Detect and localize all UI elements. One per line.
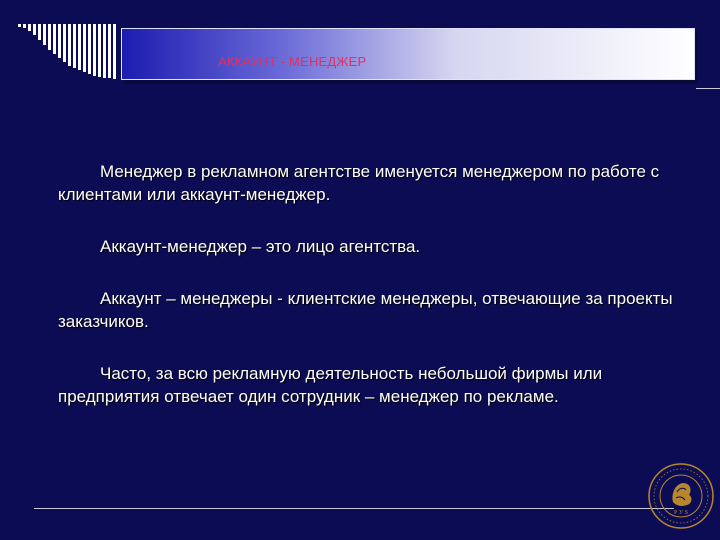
paragraph-2: Аккаунт-менеджер – это лицо агентства. [100,237,421,256]
seal-letters: Р У S [674,510,688,516]
title-divider [696,88,720,89]
paragraph-4: Часто, за всю рекламную деятельность небольшой фирмы или предприятия отвечает один сотрудник – менеджер по рекламе. [58,364,603,406]
decorative-bars [18,20,130,80]
university-seal-icon [647,462,715,530]
slide-body [58,160,690,437]
slide-title: АККАУНТ - МЕНЕДЖЕР [218,54,367,69]
paragraph-3: Аккаунт – менеджеры - клиентские менеджеры, отвечающие за проекты заказчиков. [58,289,673,331]
title-banner [121,28,695,80]
footer-divider [34,508,674,509]
paragraph-1: Менеджер в рекламном агентстве именуется менеджером по работе с клиентами или аккаунт-менеджер. [58,162,660,204]
